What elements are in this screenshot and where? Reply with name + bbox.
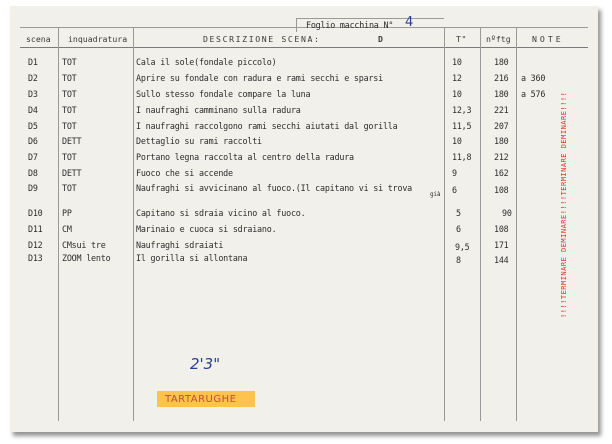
col-header-t: T": [456, 34, 468, 44]
col-header-descrizione-suffix: D: [378, 34, 384, 44]
cell-t: 11,5: [452, 121, 472, 131]
cell-descrizione: Naufraghi sdraiati: [136, 240, 224, 250]
cell-t: 5: [456, 208, 461, 218]
cell-inquadratura: ZOOM lento: [62, 253, 111, 263]
cell-descrizione: Naufraghi si avvicinano al fuoco.(Il capitano vi si trova: [136, 183, 413, 193]
col-rule-4: [480, 27, 481, 421]
col-header-descrizione: DESCRIZIONE SCENA:: [203, 34, 321, 44]
cell-nftg: 180: [494, 57, 509, 67]
cell-descrizione: Capitano si sdraia vicino al fuoco.: [136, 208, 306, 218]
cell-scena: D12: [28, 240, 43, 250]
header-bottom-rule: [20, 47, 588, 48]
col-header-scena: scena: [26, 34, 51, 44]
cell-t: 12,3: [452, 105, 472, 115]
cell-inquadratura: TOT: [62, 73, 77, 83]
cell-inquadratura: TOT: [62, 89, 77, 99]
cell-nftg: 216: [494, 73, 509, 83]
cell-inquadratura: CMsui tre: [62, 240, 106, 250]
cell-inquadratura: TOT: [62, 183, 77, 193]
cell-t: 10: [452, 136, 462, 146]
cell-scena: D8: [28, 168, 38, 178]
col-rule-5: [516, 27, 517, 421]
cell-t: 9,5: [455, 242, 470, 252]
cell-inquadratura: TOT: [62, 121, 77, 131]
cell-inquadratura: PP: [62, 208, 72, 218]
cell-inquadratura: TOT: [62, 57, 77, 67]
col-rule-2: [133, 27, 134, 421]
cell-descrizione: Fuoco che si accende: [136, 168, 233, 178]
cell-nftg: 171: [494, 240, 509, 250]
cell-scena: D7: [28, 152, 38, 162]
cell-descrizione-extra: già: [430, 191, 441, 198]
cell-scena: D13: [28, 253, 43, 263]
red-stamp: !!!!TERMINARE DEMINARE!!!!TERMINARE DEMINARE!!!!: [560, 91, 568, 318]
cell-scena: D11: [28, 224, 43, 234]
cell-nftg: 221: [494, 105, 509, 115]
cell-descrizione: Portano legna raccolta al centro della radura: [136, 152, 354, 162]
cell-t: 10: [452, 89, 462, 99]
cell-nftg: 162: [494, 168, 509, 178]
cell-inquadratura: DETT: [62, 136, 82, 146]
cell-nftg: 180: [494, 89, 509, 99]
cell-inquadratura: CM: [62, 224, 72, 234]
cell-t: 10: [452, 57, 462, 67]
cell-inquadratura: TOT: [62, 152, 77, 162]
cell-descrizione: Aprire su fondale con radura e rami secchi e sparsi: [136, 73, 383, 83]
header-top-rule: [20, 27, 588, 28]
cell-descrizione: Cala il sole(fondale piccolo): [136, 57, 277, 67]
label-tag-text: TARTARUGHE: [165, 394, 237, 405]
label-tag: [157, 391, 255, 407]
cell-note: a 576: [521, 89, 546, 99]
cell-scena: D2: [28, 73, 38, 83]
cell-nftg: 144: [494, 255, 509, 265]
cell-descrizione: Dettaglio su rami raccolti: [136, 136, 262, 146]
cell-inquadratura: DETT: [62, 168, 82, 178]
foglio-box-left: [296, 18, 297, 32]
cell-nftg: 212: [494, 152, 509, 162]
cell-t: 8: [456, 255, 461, 265]
cell-nftg: 90: [502, 208, 512, 218]
cell-t: 11,8: [452, 152, 472, 162]
cell-scena: D3: [28, 89, 38, 99]
cell-t: 6: [452, 185, 457, 195]
cell-scena: D1: [28, 57, 38, 67]
document-sheet: [10, 6, 598, 432]
foglio-number: 4: [405, 15, 414, 30]
cell-nftg: 207: [494, 121, 509, 131]
cell-t: 6: [456, 224, 461, 234]
cell-scena: D6: [28, 136, 38, 146]
handwritten-total: 2'3": [190, 355, 221, 373]
cell-nftg: 108: [494, 224, 509, 234]
cell-t: 9: [452, 168, 457, 178]
cell-descrizione: Sullo stesso fondale compare la luna: [136, 89, 311, 99]
col-header-note: NOTE: [532, 34, 564, 44]
cell-note: a 360: [521, 73, 546, 83]
foglio-label: Foglio macchina N°: [306, 20, 394, 30]
col-rule-1: [58, 27, 59, 421]
col-header-nftg: nºftg: [486, 34, 511, 44]
foglio-box-top: [296, 18, 444, 19]
col-rule-3: [444, 27, 445, 421]
cell-descrizione: I naufraghi camminano sulla radura: [136, 105, 301, 115]
cell-scena: D9: [28, 183, 38, 193]
cell-inquadratura: TOT: [62, 105, 77, 115]
cell-descrizione: Marinaio e cuoca si sdraiano.: [136, 224, 277, 234]
col-header-inquadratura: inquadratura: [68, 34, 128, 44]
cell-scena: D4: [28, 105, 38, 115]
cell-nftg: 180: [494, 136, 509, 146]
cell-descrizione: Il gorilla si allontana: [136, 253, 248, 263]
cell-nftg: 108: [494, 185, 509, 195]
cell-t: 12: [452, 73, 462, 83]
cell-descrizione: I naufraghi raccolgono rami secchi aiutati dal gorilla: [136, 121, 398, 131]
cell-scena: D10: [28, 208, 43, 218]
cell-scena: D5: [28, 121, 38, 131]
